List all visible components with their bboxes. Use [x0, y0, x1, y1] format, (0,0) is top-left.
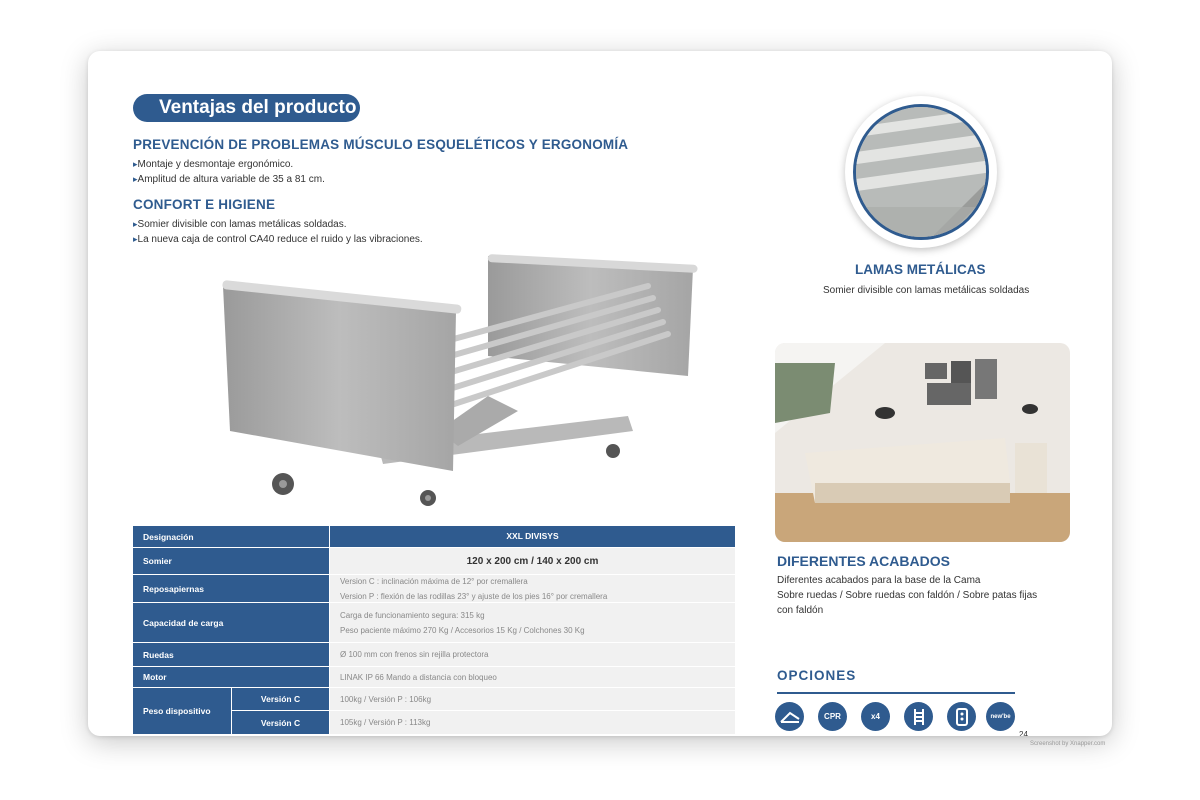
table-row [133, 575, 735, 603]
bed-product-image [188, 236, 728, 506]
new-bed-icon: new'be [986, 702, 1015, 731]
row-value [330, 603, 735, 642]
slats-detail-illustration [856, 107, 989, 240]
bed-incline-icon [775, 702, 804, 731]
row-label: Motor [133, 667, 329, 687]
table-row [133, 548, 735, 575]
acabados-line: Diferentes acabados para la base de la Cama [777, 575, 981, 586]
row-value: LINAK IP 66 Mando a distancia con bloqueo [330, 667, 735, 687]
opciones-heading: OPCIONES [777, 668, 857, 683]
comfort-bullet: ▸ La nueva caja de control CA40 reduce el ruido y las vibraciones. [133, 234, 423, 245]
sub-label: Versión C [231, 688, 329, 711]
ladder-icon [904, 702, 933, 731]
row-value: Ø 100 mm con frenos sin rejilla protectora [330, 643, 735, 666]
slats-detail-image [845, 96, 997, 248]
value-line: Version P : flexión de las rodillas 23° y ajuste de los pies 16° por cremallera [340, 591, 608, 601]
row-label: Peso dispositivo [133, 688, 231, 734]
row-value: 120 x 200 cm / 140 x 200 cm [330, 548, 735, 574]
wheels-x4-icon: x4 [861, 702, 890, 731]
acabados-heading: DIFERENTES ACABADOS [777, 553, 950, 569]
opciones-divider [777, 692, 1015, 694]
page-number: 24 [1019, 730, 1028, 736]
row-label: Reposapiernas [133, 575, 329, 602]
table-row [133, 526, 735, 548]
ergonomics-heading: PREVENCIÓN DE PROBLEMAS MÚSCULO ESQUELÉTICOS Y ERGONOMÍA [133, 137, 629, 152]
lamas-heading: LAMAS METÁLICAS [855, 262, 986, 277]
section-pill-title: Ventajas del producto [133, 94, 360, 122]
value-line: Carga de funcionamiento segura: 315 kg [340, 610, 485, 620]
row-value [330, 575, 735, 602]
row-label: Somier [133, 548, 329, 574]
acabados-line: Sobre ruedas / Sobre ruedas con faldón / Sobre patas fijas [777, 590, 1038, 601]
row-value: 105kg / Versión P : 113kg [330, 711, 735, 734]
table-row [133, 667, 735, 688]
screenshot-credit: Screenshot by Xnapper.com [1030, 741, 1106, 747]
value-line: Version C : inclinación máxima de 12° por cremallera [340, 576, 528, 586]
ergonomics-bullet: ▸ Montaje y desmontaje ergonómico. [133, 159, 293, 170]
row-value: XXL DIVISYS [330, 526, 735, 547]
lamas-text: Somier divisible con lamas metálicas soldadas [823, 285, 1030, 296]
row-value: 100kg / Versión P : 106kg [330, 688, 735, 711]
ergonomics-bullet: ▸ Amplitud de altura variable de 35 a 81 cm. [133, 174, 325, 185]
row-label: Ruedas [133, 643, 329, 666]
brochure-page [88, 51, 1112, 736]
comfort-bullet: ▸ Somier divisible con lamas metálicas soldadas. [133, 219, 347, 230]
row-label: Capacidad de carga [133, 603, 329, 642]
bedroom-photo [775, 343, 1070, 542]
table-row [133, 603, 735, 643]
table-row [133, 643, 735, 667]
sub-label: Versión C [231, 711, 329, 734]
table-row [133, 688, 735, 734]
value-line: Peso paciente máximo 270 Kg / Accesorios 15 Kg / Colchones 30 Kg [340, 625, 585, 635]
remote-icon [947, 702, 976, 731]
row-label: Designación [133, 526, 329, 547]
cpr-icon: CPR [818, 702, 847, 731]
acabados-line: con faldón [777, 605, 824, 616]
comfort-heading: CONFORT E HIGIENE [133, 197, 276, 212]
